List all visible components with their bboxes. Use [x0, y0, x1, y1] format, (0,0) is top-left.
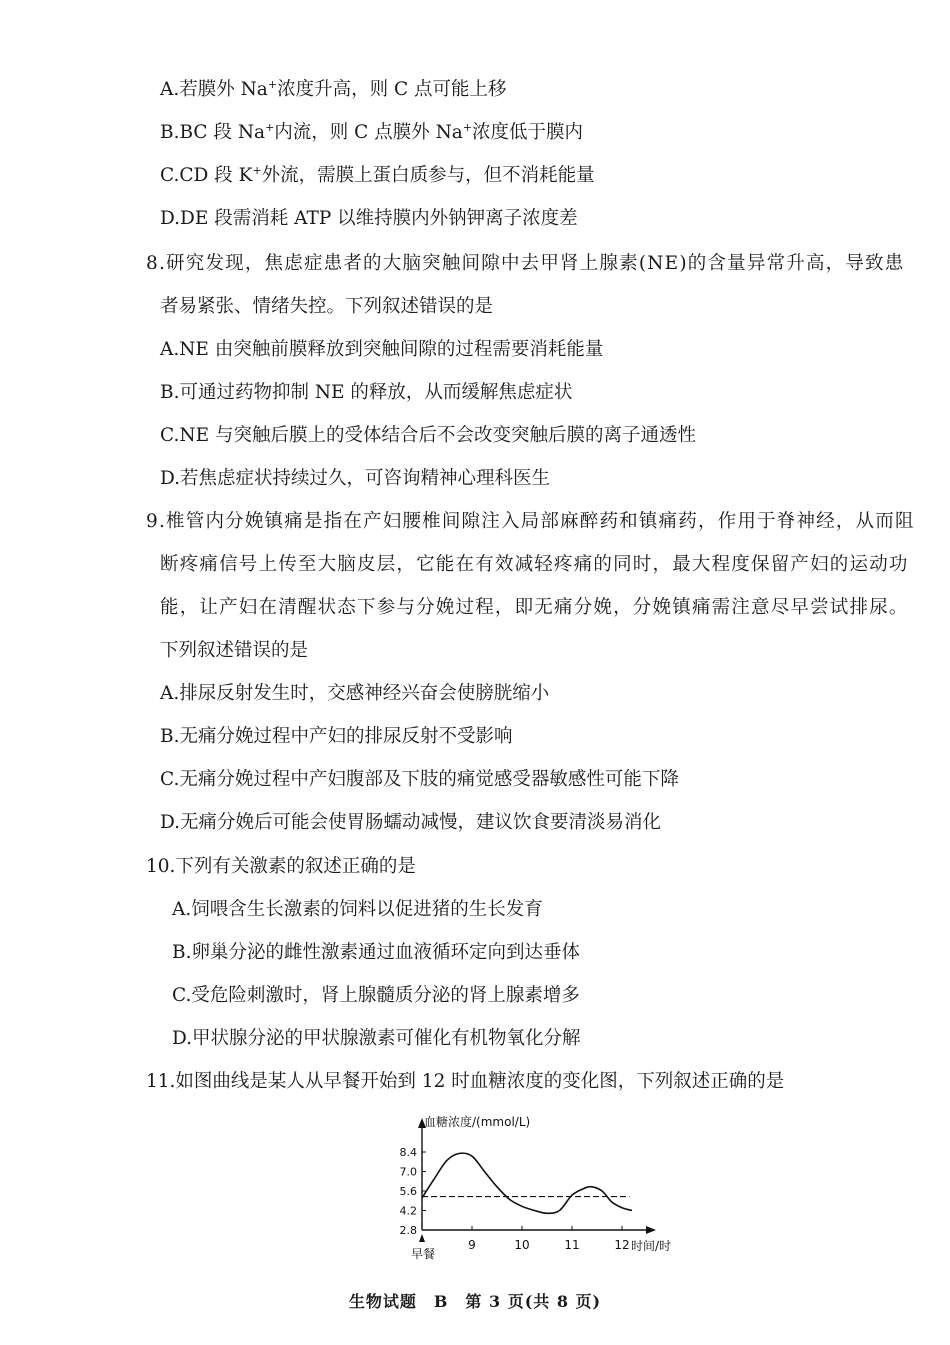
q7-option-d: D.DE 段需消耗 ATP 以维持膜内外钠钾离子浓度差	[160, 208, 578, 229]
chart-axes	[418, 1118, 656, 1234]
q9-stem-line-2: 断疼痛信号上传至大脑皮层，它能在有效减轻疼痛的同时，最大程度保留产妇的运动功	[160, 554, 909, 575]
glucose-curve	[422, 1153, 632, 1213]
q8-stem-line-2: 者易紧张、情绪失控。下列叙述错误的是	[160, 296, 494, 317]
q8-stem-line-1: 8.研究发现，焦虑症患者的大脑突触间隙中去甲肾上腺素(NE)的含量异常升高，导致患	[146, 253, 905, 274]
breakfast-arrow	[419, 1234, 425, 1242]
q8-option-a: A.NE 由突触前膜释放到突触间隙的过程需要消耗能量	[160, 339, 604, 360]
x-tick-label: 9	[468, 1238, 476, 1252]
q11-stem: 11.如图曲线是某人从早餐开始到 12 时血糖浓度的变化图，下列叙述正确的是	[146, 1071, 785, 1092]
q9-option-a: A.排尿反射发生时，交感神经兴奋会使膀胱缩小	[160, 683, 550, 704]
y-axis-label: 血糖浓度/(mmol/L)	[424, 1115, 531, 1129]
x-tick-label: 11	[564, 1238, 580, 1252]
q9-stem-line-3: 能，让产妇在清醒状态下参与分娩过程，即无痛分娩，分娩镇痛需注意尽早尝试排尿。	[160, 597, 909, 618]
q7-option-a: A.若膜外 Na+浓度升高，则 C 点可能上移	[160, 78, 507, 100]
q10-option-c: C.受危险刺激时，肾上腺髓质分泌的肾上腺素增多	[172, 985, 580, 1006]
q9-option-d: D.无痛分娩后可能会使胃肠蠕动减慢，建议饮食要清淡易消化	[160, 812, 662, 833]
q7-option-c: C.CD 段 K+外流，需膜上蛋白质参与，但不消耗能量	[160, 164, 595, 186]
q10-option-a: A.饲喂含生长激素的饲料以促进猪的生长发育	[172, 899, 543, 920]
q9-stem-line-1: 9.椎管内分娩镇痛是指在产妇腰椎间隙注入局部麻醉药和镇痛药，作用于脊神经，从而阻	[146, 511, 915, 532]
q10-option-d: D.甲状腺分泌的甲状腺激素可催化有机物氧化分解	[172, 1028, 581, 1049]
q8-option-b: B.可通过药物抑制 NE 的释放，从而缓解焦虑症状	[160, 382, 573, 403]
page-footer: 生物试题 B 第 3 页(共 8 页)	[348, 1292, 602, 1311]
chart-series	[422, 1153, 632, 1213]
q10-stem: 10.下列有关激素的叙述正确的是	[146, 856, 416, 877]
q8-option-d: D.若焦虑症状持续过久，可咨询精神心理科医生	[160, 468, 551, 489]
blood-glucose-chart	[380, 1108, 700, 1260]
y-tick-label: 8.4	[399, 1146, 417, 1159]
q9-stem-line-4: 下列叙述错误的是	[160, 640, 309, 661]
x-tick-label: 10	[514, 1238, 530, 1252]
x-tick-label: 早餐	[410, 1247, 436, 1260]
q10-option-b: B.卵巢分泌的雌性激素通过血液循环定向到达垂体	[172, 942, 580, 963]
y-tick-label: 2.8	[399, 1224, 417, 1237]
x-axis-label: 时间/时	[631, 1239, 672, 1253]
q7-option-b: B.BC 段 Na+内流，则 C 点膜外 Na+浓度低于膜内	[160, 121, 584, 143]
q9-option-b: B.无痛分娩过程中产妇的排尿反射不受影响	[160, 726, 513, 747]
y-tick-label: 7.0	[399, 1165, 417, 1179]
x-tick-label: 12	[614, 1238, 630, 1252]
y-tick-label: 4.2	[399, 1204, 417, 1218]
q8-option-c: C.NE 与突触后膜上的受体结合后不会改变突触后膜的离子通透性	[160, 425, 696, 446]
x-axis-arrow	[646, 1226, 656, 1234]
y-tick-label: 5.6	[399, 1185, 417, 1198]
q9-option-c: C.无痛分娩过程中产妇腹部及下肢的痛觉感受器敏感性可能下降	[160, 769, 679, 790]
